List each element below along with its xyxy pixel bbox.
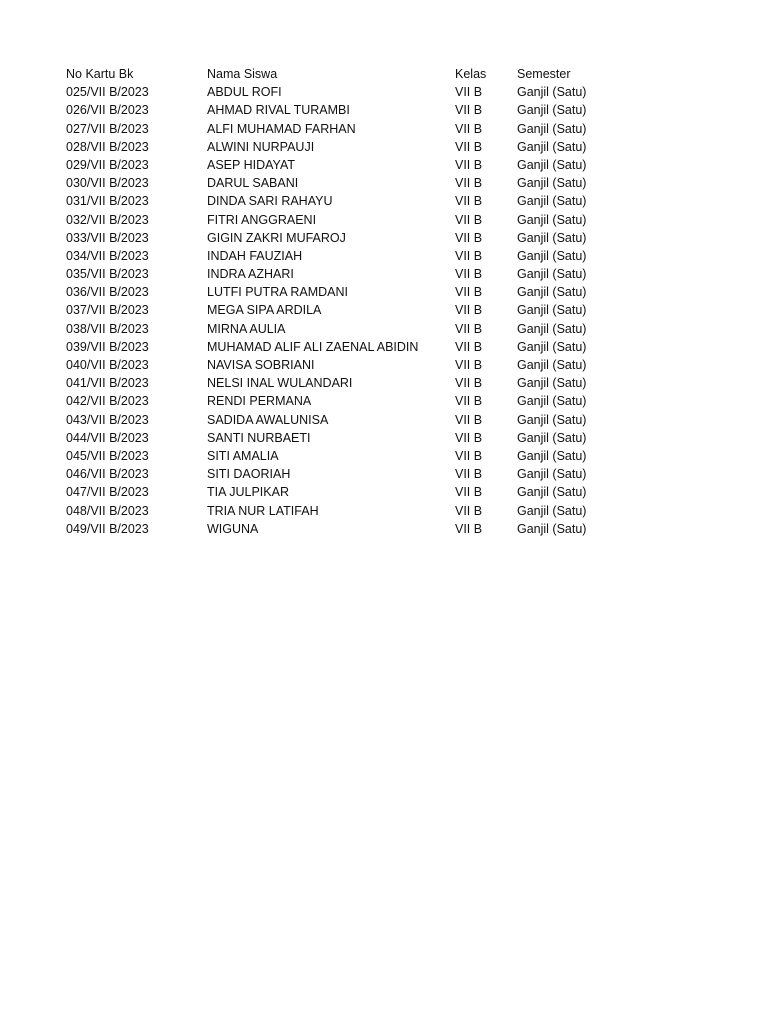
cell-kelas: VII B xyxy=(455,358,483,372)
cell-no-kartu: 027/VII B/2023 xyxy=(66,121,149,136)
cell-semester: Ganjil (Satu) xyxy=(517,267,587,282)
cell-semester: Ganjil (Satu) xyxy=(517,503,587,518)
cell-semester: Ganjil (Satu) xyxy=(517,485,587,500)
cell-nama-siswa: GIGIN ZAKRI MUFAROJ xyxy=(207,230,346,245)
table-row xyxy=(66,356,637,374)
cell-kelas: VII B xyxy=(455,157,483,172)
cell-kelas: VII B xyxy=(455,412,483,427)
cell-no-kartu: 041/VII B/2023 xyxy=(66,376,149,391)
cell-nama-siswa: ALFI MUHAMAD FARHAN xyxy=(207,121,356,136)
table-row xyxy=(66,265,637,283)
table-row xyxy=(66,411,637,429)
cell-nama-siswa: DINDA SARI RAHAYU xyxy=(207,194,333,209)
table-row xyxy=(66,392,637,410)
cell-no-kartu: 031/VII B/2023 xyxy=(66,194,149,209)
table-row xyxy=(66,502,637,520)
table-row xyxy=(66,283,637,301)
table-row xyxy=(66,120,637,138)
cell-semester: Ganjil (Satu) xyxy=(517,521,587,536)
cell-no-kartu: 032/VII B/2023 xyxy=(66,212,149,227)
cell-no-kartu: 035/VII B/2023 xyxy=(66,267,149,282)
table-row xyxy=(66,338,637,356)
cell-no-kartu: 025/VII B/2023 xyxy=(66,85,149,100)
cell-no-kartu: 029/VII B/2023 xyxy=(66,157,149,172)
table-row xyxy=(66,429,637,447)
cell-no-kartu: 037/VII B/2023 xyxy=(66,303,149,318)
table-row xyxy=(66,247,637,265)
cell-nama-siswa: MUHAMAD ALIF ALI ZAENAL ABIDIN xyxy=(207,339,419,354)
table-row xyxy=(66,138,637,156)
cell-no-kartu: 042/VII B/2023 xyxy=(66,394,149,409)
cell-semester: Ganjil (Satu) xyxy=(517,430,587,445)
table-header-row xyxy=(66,65,637,83)
cell-nama-siswa: TRIA NUR LATIFAH xyxy=(207,503,319,518)
cell-no-kartu: 040/VII B/2023 xyxy=(66,358,149,372)
header-kelas: Kelas xyxy=(455,67,487,81)
cell-nama-siswa: ABDUL ROFI xyxy=(207,85,282,100)
table-row xyxy=(66,301,637,319)
table-row xyxy=(66,447,637,465)
cell-no-kartu: 047/VII B/2023 xyxy=(66,485,149,500)
table-row xyxy=(66,520,637,538)
cell-nama-siswa: ASEP HIDAYAT xyxy=(207,157,295,172)
cell-kelas: VII B xyxy=(455,139,483,154)
cell-no-kartu: 039/VII B/2023 xyxy=(66,339,149,354)
cell-no-kartu: 045/VII B/2023 xyxy=(66,448,149,463)
cell-semester: Ganjil (Satu) xyxy=(517,412,587,427)
cell-kelas: VII B xyxy=(455,521,483,536)
cell-nama-siswa: SADIDA AWALUNISA xyxy=(207,412,329,427)
table-row xyxy=(66,174,637,192)
cell-semester: Ganjil (Satu) xyxy=(517,448,587,463)
cell-semester: Ganjil (Satu) xyxy=(517,194,587,209)
cell-nama-siswa: ALWINI NURPAUJI xyxy=(207,139,315,154)
cell-no-kartu: 046/VII B/2023 xyxy=(66,467,149,482)
cell-no-kartu: 044/VII B/2023 xyxy=(66,430,149,445)
table-row xyxy=(66,156,637,174)
cell-no-kartu: 033/VII B/2023 xyxy=(66,230,149,245)
table-body xyxy=(66,83,637,538)
cell-semester: Ganjil (Satu) xyxy=(517,285,587,300)
cell-semester: Ganjil (Satu) xyxy=(517,321,587,336)
cell-nama-siswa: INDAH FAUZIAH xyxy=(207,248,303,263)
cell-kelas: VII B xyxy=(455,230,483,245)
cell-kelas: VII B xyxy=(455,121,483,136)
cell-nama-siswa: WIGUNA xyxy=(207,521,259,536)
cell-kelas: VII B xyxy=(455,248,483,263)
cell-nama-siswa: MEGA SIPA ARDILA xyxy=(207,303,322,318)
cell-nama-siswa: RENDI PERMANA xyxy=(207,394,312,409)
cell-nama-siswa: NAVISA SOBRIANI xyxy=(207,358,315,372)
table-row xyxy=(66,101,637,119)
cell-kelas: VII B xyxy=(455,394,483,409)
cell-no-kartu: 036/VII B/2023 xyxy=(66,285,149,300)
cell-kelas: VII B xyxy=(455,376,483,391)
cell-semester: Ganjil (Satu) xyxy=(517,176,587,191)
cell-semester: Ganjil (Satu) xyxy=(517,376,587,391)
cell-kelas: VII B xyxy=(455,339,483,354)
cell-nama-siswa: DARUL SABANI xyxy=(207,176,299,191)
cell-no-kartu: 034/VII B/2023 xyxy=(66,248,149,263)
table-row xyxy=(66,211,637,229)
cell-kelas: VII B xyxy=(455,267,483,282)
header-no-kartu: No Kartu Bk xyxy=(66,67,134,81)
cell-kelas: VII B xyxy=(455,303,483,318)
cell-kelas: VII B xyxy=(455,467,483,482)
cell-nama-siswa: MIRNA AULIA xyxy=(207,321,286,336)
cell-kelas: VII B xyxy=(455,103,483,118)
cell-semester: Ganjil (Satu) xyxy=(517,248,587,263)
header-nama-siswa: Nama Siswa xyxy=(207,67,278,81)
cell-no-kartu: 028/VII B/2023 xyxy=(66,139,149,154)
cell-semester: Ganjil (Satu) xyxy=(517,230,587,245)
cell-semester: Ganjil (Satu) xyxy=(517,339,587,354)
table-row xyxy=(66,320,637,338)
cell-no-kartu: 038/VII B/2023 xyxy=(66,321,149,336)
cell-semester: Ganjil (Satu) xyxy=(517,394,587,409)
cell-semester: Ganjil (Satu) xyxy=(517,358,587,372)
cell-semester: Ganjil (Satu) xyxy=(517,212,587,227)
cell-semester: Ganjil (Satu) xyxy=(517,303,587,318)
cell-kelas: VII B xyxy=(455,85,483,100)
cell-nama-siswa: FITRI ANGGRAENI xyxy=(207,212,317,227)
cell-kelas: VII B xyxy=(455,503,483,518)
cell-nama-siswa: SANTI NURBAETI xyxy=(207,430,311,445)
cell-kelas: VII B xyxy=(455,485,483,500)
cell-nama-siswa: INDRA AZHARI xyxy=(207,267,294,282)
student-table xyxy=(66,65,637,538)
header-semester: Semester xyxy=(517,67,571,81)
cell-semester: Ganjil (Satu) xyxy=(517,467,587,482)
cell-kelas: VII B xyxy=(455,448,483,463)
cell-semester: Ganjil (Satu) xyxy=(517,85,587,100)
cell-nama-siswa: AHMAD RIVAL TURAMBI xyxy=(207,103,350,118)
table-row xyxy=(66,192,637,210)
cell-no-kartu: 049/VII B/2023 xyxy=(66,521,149,536)
cell-nama-siswa: SITI AMALIA xyxy=(207,448,279,463)
table-row xyxy=(66,229,637,247)
cell-no-kartu: 048/VII B/2023 xyxy=(66,503,149,518)
cell-kelas: VII B xyxy=(455,430,483,445)
cell-kelas: VII B xyxy=(455,212,483,227)
cell-semester: Ganjil (Satu) xyxy=(517,103,587,118)
table-row xyxy=(66,465,637,483)
cell-nama-siswa: TIA JULPIKAR xyxy=(207,485,289,500)
table-row xyxy=(66,83,637,101)
cell-semester: Ganjil (Satu) xyxy=(517,121,587,136)
cell-no-kartu: 043/VII B/2023 xyxy=(66,412,149,427)
cell-no-kartu: 030/VII B/2023 xyxy=(66,176,149,191)
table-row xyxy=(66,483,637,501)
cell-nama-siswa: SITI DAORIAH xyxy=(207,467,291,482)
cell-kelas: VII B xyxy=(455,285,483,300)
table-row xyxy=(66,374,637,392)
cell-kelas: VII B xyxy=(455,321,483,336)
cell-semester: Ganjil (Satu) xyxy=(517,157,587,172)
cell-kelas: VII B xyxy=(455,176,483,191)
cell-nama-siswa: LUTFI PUTRA RAMDANI xyxy=(207,285,348,300)
cell-kelas: VII B xyxy=(455,194,483,209)
cell-semester: Ganjil (Satu) xyxy=(517,139,587,154)
cell-no-kartu: 026/VII B/2023 xyxy=(66,103,149,118)
cell-nama-siswa: NELSI INAL WULANDARI xyxy=(207,376,353,391)
